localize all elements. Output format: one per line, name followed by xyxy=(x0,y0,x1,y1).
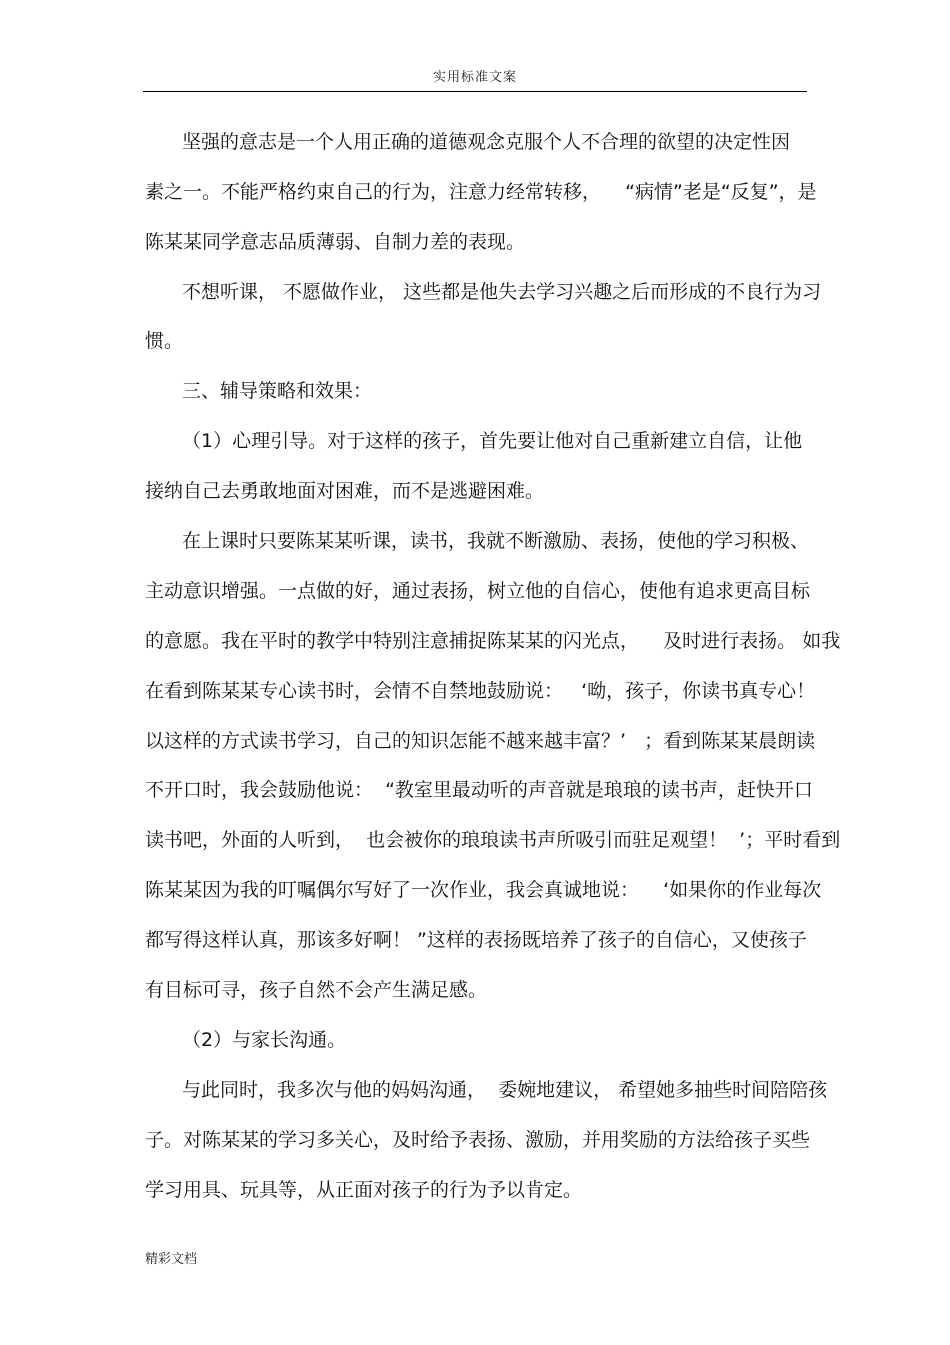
paragraph-line: 素之一。不能严格约束自己的行为，注意力经常转移， “病情”老是“反复”，是 xyxy=(145,181,817,203)
paragraph-line: 惯。 xyxy=(145,330,184,352)
paragraph-line: 有目标可寻，孩子自然不会产生满足感。 xyxy=(145,979,488,1001)
paragraph-line: 与此同时，我多次与他的妈妈沟通， 委婉地建议， 希望她多抽些时间陪陪孩 xyxy=(182,1079,828,1101)
paragraph-line: 陈某某同学意志品质薄弱、自制力差的表现。 xyxy=(145,231,526,253)
section-subheading: （2）与家长沟通。 xyxy=(182,1029,347,1051)
header-divider xyxy=(143,91,807,92)
paragraph-line: 以这样的方式读书学习，自己的知识怎能不越来越丰富？’ ；看到陈某某晨朗读 xyxy=(145,730,816,752)
paragraph-line: 不开口时，我会鼓励他说： “教室里最动听的声音就是琅琅的读书声，赶快开口 xyxy=(145,779,813,801)
paragraph-line: （1）心理引导。对于这样的孩子，首先要让他对自己重新建立自信，让他 xyxy=(182,430,803,452)
paragraph-line: 主动意识增强。一点做的好，通过表扬，树立他的自信心，使他有追求更高目标 xyxy=(145,580,811,602)
paragraph-line: 都写得这样认真，那该多好啊！ ”这样的表扬既培养了孩子的自信心，又使孩子 xyxy=(145,929,807,951)
paragraph-line: 陈某某因为我的叮嘱偶尔写好了一次作业，我会真诚地说： ‘如果你的作业每次 xyxy=(145,879,822,901)
paragraph-line: 学习用具、玩具等，从正面对孩子的行为予以肯定。 xyxy=(145,1179,583,1201)
paragraph-line: 读书吧，外面的人听到， 也会被你的琅琅读书声所吸引而驻足观望！ ’；平时看到 xyxy=(145,829,841,851)
paragraph-line: 在看到陈某某专心读书时，会情不自禁地鼓励说： ‘呦，孩子，你读书真专心！ xyxy=(145,680,816,702)
paragraph-line: 不想听课， 不愿做作业， 这些都是他失去学习兴趣之后而形成的不良行为习 xyxy=(182,281,822,303)
page-header-title: 实用标准文案 xyxy=(432,70,517,85)
paragraph-line: 在上课时只要陈某某听课，读书，我就不断激励、表扬，使他的学习积极、 xyxy=(182,530,810,552)
paragraph-line: 接纳自己去勇敢地面对困难，而不是逃避困难。 xyxy=(145,480,545,502)
section-heading: 三、辅导策略和效果： xyxy=(182,380,373,402)
paragraph-line: 子。对陈某某的学习多关心，及时给予表扬、激励，并用奖励的方法给孩子买些 xyxy=(145,1129,811,1151)
page-footer-label: 精彩文档 xyxy=(145,1252,198,1267)
paragraph-line: 坚强的意志是一个人用正确的道德观念克服个人不合理的欲望的决定性因 xyxy=(182,131,791,153)
paragraph-line: 的意愿。我在平时的教学中特别注意捕捉陈某某的闪光点， 及时进行表扬。 如我 xyxy=(145,630,841,652)
